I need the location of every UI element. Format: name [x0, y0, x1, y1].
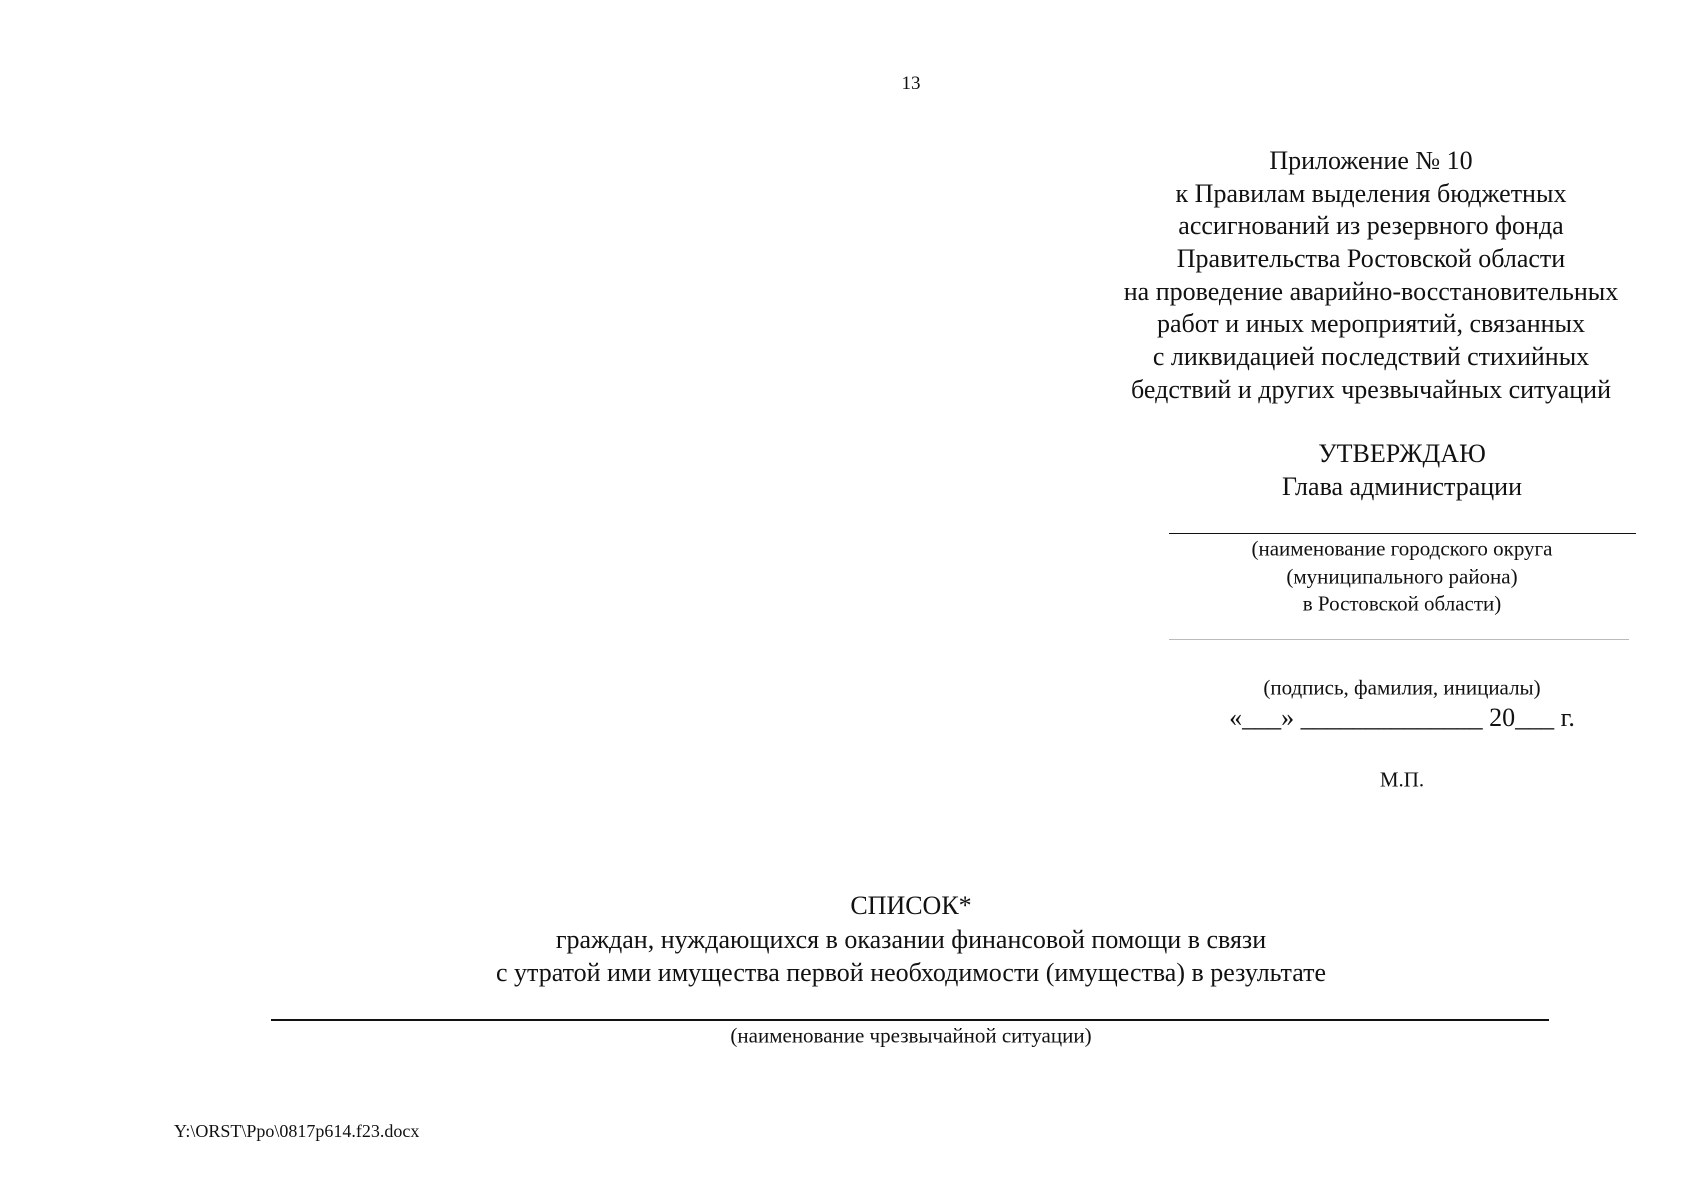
- list-subtitle: с утратой ими имущества первой необходимости (имущества) в результате: [495, 958, 1327, 987]
- page-number: 13: [901, 73, 921, 94]
- appendix-line: Правительства Ростовской области: [1176, 244, 1566, 273]
- district-caption: в Ростовской области): [1302, 591, 1502, 616]
- emergency-caption: (наименование чрезвычайной ситуации): [730, 1023, 1092, 1048]
- list-subtitle: граждан, нуждающихся в оказании финансовой помощи в связи: [555, 925, 1267, 954]
- appendix-line: с ликвидацией последствий стихийных: [1152, 342, 1590, 371]
- appendix-line: Приложение № 10: [1269, 146, 1473, 175]
- date-line: «___» ______________ 20___ г.: [1229, 703, 1575, 732]
- list-title: СПИСОК*: [850, 891, 972, 920]
- appendix-line: работ и иных мероприятий, связанных: [1156, 309, 1586, 338]
- appendix-line: ассигнований из резервного фонда: [1178, 211, 1564, 240]
- file-path-footer: Y:\ORST\Ppo\0817p614.f23.docx: [174, 1121, 420, 1141]
- appendix-line: бедствий и других чрезвычайных ситуаций: [1131, 375, 1611, 404]
- seal-mark: М.П.: [1379, 767, 1425, 792]
- position-title: Глава администрации: [1281, 472, 1523, 501]
- district-name-line: [1169, 533, 1636, 534]
- signature-line: [1169, 639, 1629, 640]
- district-caption: (муниципального района): [1286, 564, 1518, 589]
- emergency-name-line: [271, 1019, 1549, 1021]
- appendix-line: к Правилам выделения бюджетных: [1175, 179, 1567, 208]
- district-caption: (наименование городского округа: [1251, 536, 1553, 561]
- approve-heading: УТВЕРЖДАЮ: [1318, 439, 1486, 468]
- signature-caption: (подпись, фамилия, инициалы): [1263, 675, 1541, 700]
- appendix-line: на проведение аварийно-восстановительных: [1123, 277, 1619, 306]
